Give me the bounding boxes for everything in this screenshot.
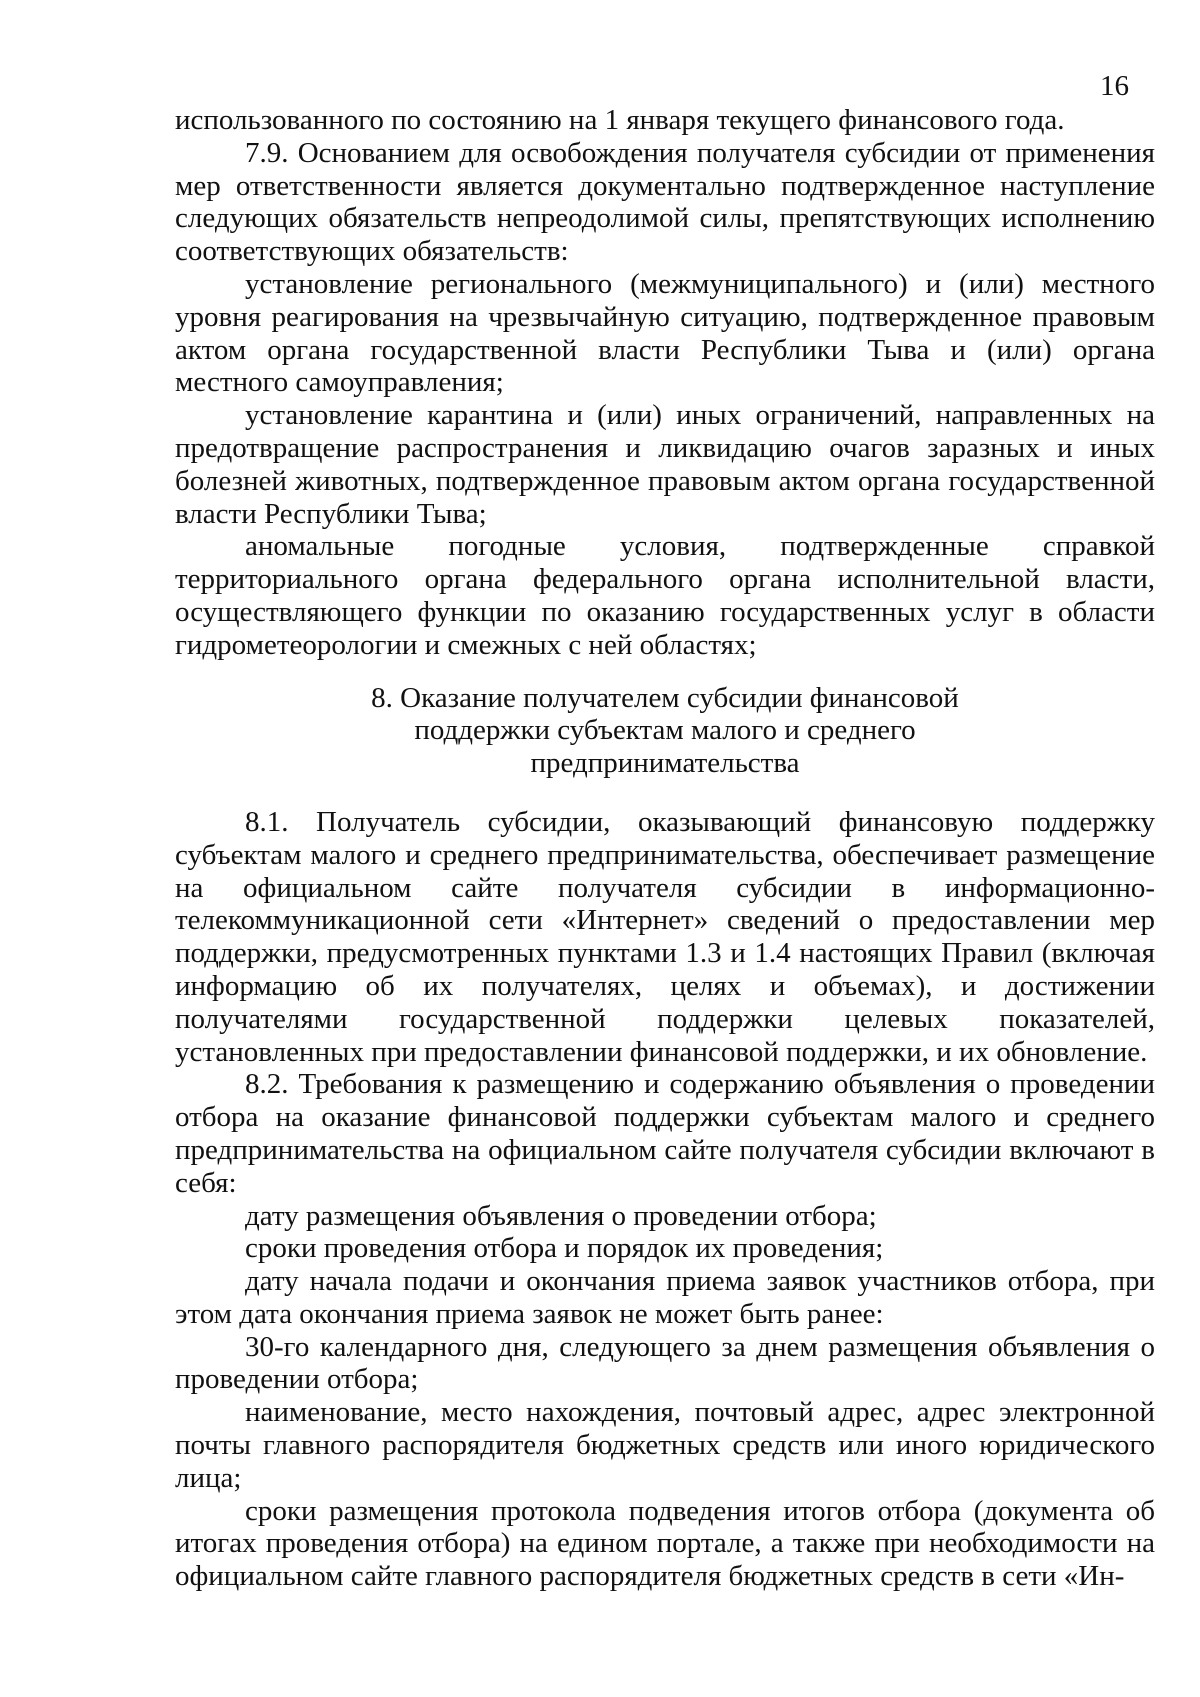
paragraph-regional-emergency: установление регионального (межмуниципального) и (или) местного уровня реагирования на чрезвычайную ситуацию, подтвержденное правовым актом органа государственной власти Республики Тыва и (или) органа местного самоуправления;	[175, 267, 1155, 399]
list-item: сроки размещения протокола подведения итогов отбора (документа об итогах проведения отбора) на едином портале, а также при необходимости на официальном сайте главного распорядителя бюджетных средств в сети «Ин-	[175, 1494, 1155, 1593]
list-item: 30-го календарного дня, следующего за днем размещения объявления о проведении отбора;	[175, 1330, 1155, 1396]
section-8-heading	[175, 682, 1155, 780]
paragraph-weather: аномальные погодные условия, подтвержденные справкой территориального органа федерального органа исполнительной власти, осуществляющего функции по оказанию государственных услуг в области гидрометеорологии и смежных с ней областях;	[175, 530, 1155, 661]
list-item: наименование, место нахождения, почтовый адрес, адрес электронной почты главного распорядителя бюджетных средств или иного юридического лица;	[175, 1396, 1155, 1494]
paragraph-7-9: 7.9. Основанием для освобождения получателя субсидии от применения мер ответственности является документально подтвержденное наступление следующих обязательств непреодолимой силы, препятствующих исполнению соответствующих обязательств:	[175, 136, 1155, 268]
list-item: дату начала подачи и окончания приема заявок участников отбора, при этом дата окончания приема заявок не может быть ранее:	[175, 1265, 1155, 1330]
heading-line: поддержки субъектам малого и среднего	[414, 714, 916, 747]
document-body	[175, 104, 1155, 1593]
paragraph-8-1: 8.1. Получатель субсидии, оказывающий финансовую поддержку субъектам малого и среднего предпринимательства, обеспечивает размещение на официальном сайте получателя субсидии в информационно-телекоммуникационной сети «Интернет» сведений о предоставлении мер поддержки, предусмотренных пунктами 1.3 и 1.4 настоящих Правил (включая информацию об их получателях, целях и объемах), и достижении получателями государственной поддержки целевых показателей, установленных при предоставлении финансовой поддержки, и их обновление.	[175, 805, 1155, 1068]
heading-line: 8. Оказание получателем субсидии финансовой	[371, 681, 959, 714]
heading-line: предпринимательства	[530, 747, 800, 780]
paragraph-continuation: использованного по состоянию на 1 января текущего финансового года.	[175, 104, 1065, 136]
list-item: сроки проведения отбора и порядок их проведения;	[245, 1232, 884, 1265]
paragraph-8-2: 8.2. Требования к размещению и содержанию объявления о проведении отбора на оказание финансовой поддержки субъектам малого и среднего предпринимательства на официальном сайте получателя субсидии включают в себя:	[175, 1068, 1155, 1199]
page-number: 16	[1100, 70, 1129, 102]
paragraph-quarantine: установление карантина и (или) иных ограничений, направленных на предотвращение распространения и ликвидацию очагов заразных и иных болезней животных, подтвержденное правовым актом органа государственной власти Республики Тыва;	[175, 399, 1155, 530]
list-item: дату размещения объявления о проведении отбора;	[245, 1199, 877, 1232]
